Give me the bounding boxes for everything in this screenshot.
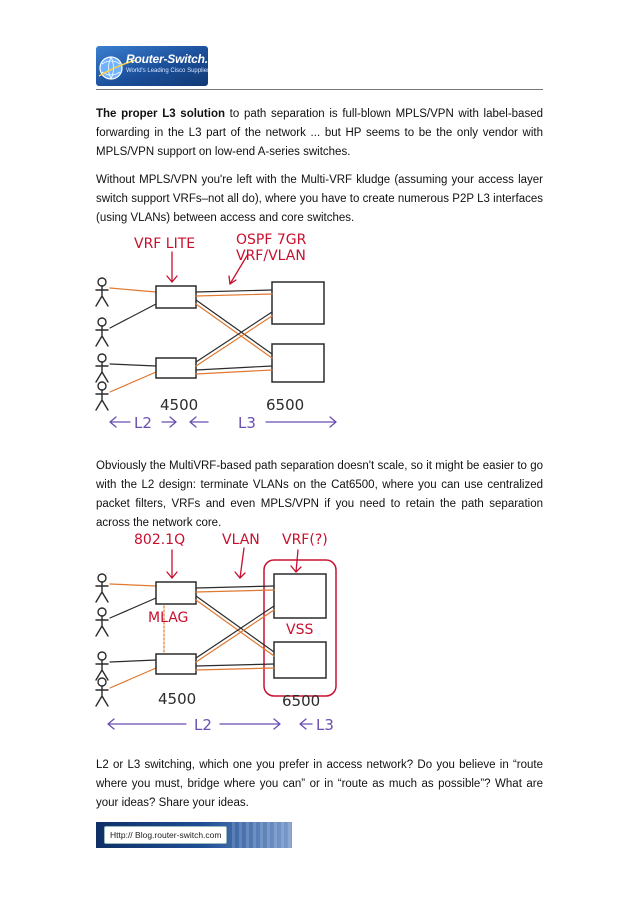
core-switch-1 — [272, 282, 324, 324]
diagram-vrf-lite — [90, 226, 350, 442]
core-switch-3 — [274, 574, 326, 618]
paragraph-1 — [96, 105, 543, 162]
logo-title: Router-Switch.com — [126, 52, 232, 66]
label-l3: L3 — [238, 414, 256, 432]
footer-blog-banner[interactable] — [96, 822, 292, 848]
label-l3-b: L3 — [316, 716, 334, 734]
footer-url[interactable]: Http:// Blog.router-switch.com — [104, 826, 227, 844]
label-vrf-question: VRF(?) — [282, 532, 328, 548]
label-4500-b: 4500 — [158, 690, 197, 708]
label-6500-b: 6500 — [282, 692, 321, 710]
label-vrf-vlan: VRF/VLAN — [236, 248, 306, 264]
paragraph-1-text: to path separation is full-blown MPLS/VPN with label-based forwarding in the L3 part of the network ... but HP seems to be the only vendor with MPLS/VPN support on low-end A-series switches. — [96, 108, 543, 158]
label-l2: L2 — [134, 414, 152, 432]
label-vss: VSS — [286, 622, 314, 638]
label-802-1q: 802.1Q — [134, 532, 186, 548]
user-figure-3-icon — [96, 354, 108, 382]
user-figure-2-icon — [96, 318, 108, 346]
footer-stripe — [232, 822, 292, 848]
label-4500: 4500 — [160, 396, 199, 414]
core-switch-2 — [272, 344, 324, 382]
access-switch-3 — [156, 582, 196, 604]
label-l2-b: L2 — [194, 716, 212, 734]
access-switch-4 — [156, 654, 196, 674]
user-figure-1-icon — [96, 278, 108, 306]
paragraph-4: L2 or L3 switching, which one you prefer in access network? Do you believe in “route where you must, bridge where you can” or in “route as much as possible”? What are your ideas? Share your ideas. — [96, 759, 543, 809]
user-figure-5-icon — [96, 574, 108, 602]
label-6500: 6500 — [266, 396, 305, 414]
access-switch-1 — [156, 286, 196, 308]
diagram-mlag-vss — [90, 526, 360, 742]
label-vlan: VLAN — [222, 532, 260, 548]
label-ospf: OSPF 7GR — [236, 232, 307, 248]
router-switch-logo — [96, 46, 232, 86]
label-mlag: MLAG — [148, 610, 189, 626]
user-figure-4-icon — [96, 382, 108, 410]
logo-subtitle: World's Leading Cisco Supplier — [126, 68, 210, 74]
paragraph-3: Obviously the MultiVRF-based path separation doesn't scale, so it might be easier to go with the L2 design: terminate VLANs on the Cat6500, where you can use centralized packet filters, VRFs and even MPLS/VPN if you need to retain the path separation across the network core. — [96, 460, 543, 529]
core-switch-4 — [274, 642, 326, 678]
access-switch-2 — [156, 358, 196, 378]
user-figure-8-icon — [96, 678, 108, 706]
header-divider — [96, 89, 543, 90]
paragraph-1-bold: The proper L3 solution — [96, 108, 226, 120]
user-figure-7-icon — [96, 652, 108, 680]
label-vrf-lite: VRF LITE — [134, 236, 196, 252]
user-figure-6-icon — [96, 608, 108, 636]
paragraph-2: Without MPLS/VPN you're left with the Multi-VRF kludge (assuming your access layer switch support VRFs–not all do), where you have to create numerous P2P L3 interfaces (using VLANs) between access and core switches. — [96, 174, 543, 224]
